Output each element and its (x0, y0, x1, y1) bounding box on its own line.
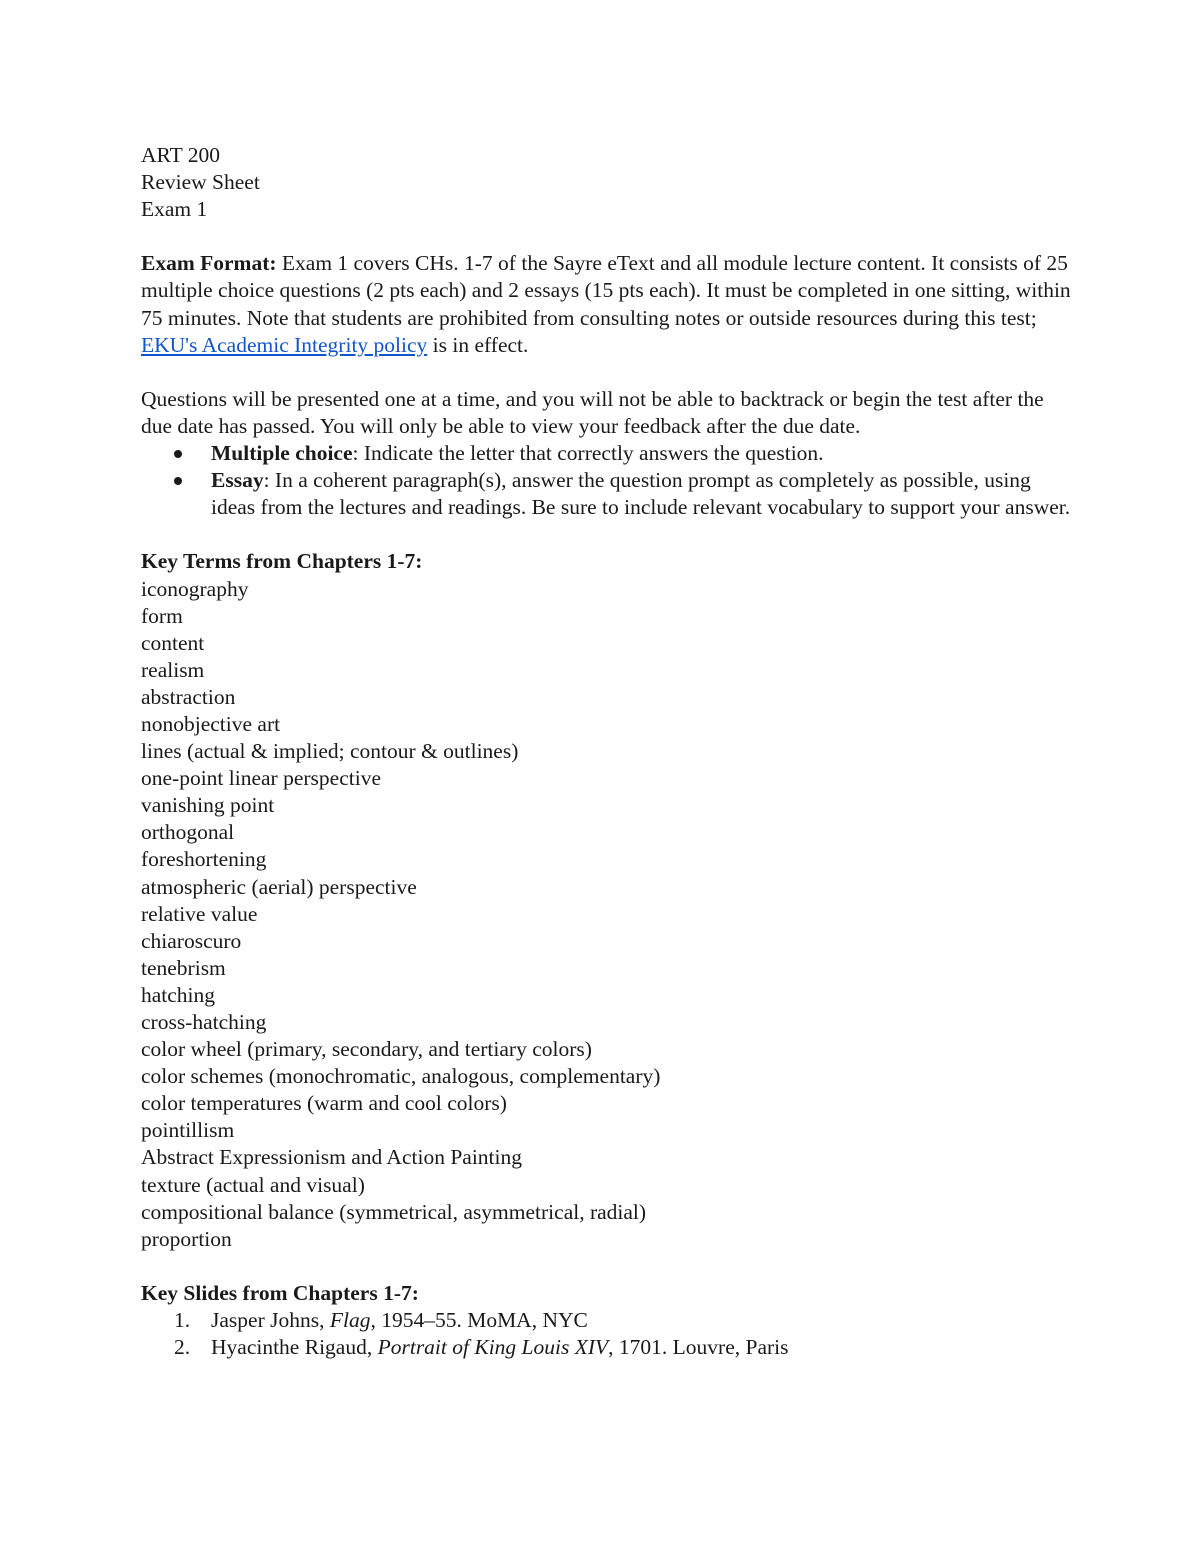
key-term-item: vanishing point (141, 793, 275, 818)
spacer (141, 359, 1071, 386)
exam-format-text: Exam 1 covers CHs. 1-7 of the Sayre eText and all module lecture content. It consists of 25 multiple choice questions (2 pts each) and 2 essays (15 pts each). It must be completed in one sitting, within 75 minutes. Note that students are prohibited from consulting notes or outside resources during this test; (141, 251, 1071, 330)
key-terms-list (141, 576, 1071, 1253)
key-term-item: lines (actual & implied; contour & outlines) (141, 739, 519, 764)
list-item-multiple-choice (141, 440, 1071, 467)
key-term-item: nonobjective art (141, 711, 281, 736)
key-term-item: relative value (141, 901, 258, 926)
key-term-item: atmospheric (aerial) perspective (141, 874, 417, 899)
slide-artist: Jasper Johns, (211, 1308, 330, 1333)
slide-title: Portrait of King Louis XIV (377, 1335, 609, 1360)
exam-format-label: Exam Format: (141, 251, 277, 276)
spacer (141, 223, 1071, 250)
course-code: ART 200 (141, 143, 220, 167)
key-terms-heading: Key Terms from Chapters 1-7: (141, 549, 423, 574)
key-term-item: orthogonal (141, 820, 235, 845)
key-term-item: hatching (141, 982, 216, 1007)
slide-number: 1. (174, 1308, 191, 1333)
key-term-item: one-point linear perspective (141, 766, 381, 791)
key-slides-list (141, 1307, 1071, 1361)
key-term-item: form (141, 603, 183, 628)
key-slides-heading: Key Slides from Chapters 1-7: (141, 1280, 419, 1305)
key-term-item: color wheel (primary, secondary, and tertiary colors) (141, 1037, 592, 1062)
slide-artist: Hyacinthe Rigaud, (211, 1335, 378, 1360)
slide-details: , 1701. Louvre, Paris (608, 1335, 789, 1360)
key-term-item: abstraction (141, 684, 236, 709)
slide-item (141, 1307, 1071, 1334)
slide-title: Flag (329, 1308, 371, 1333)
slide-item (141, 1334, 1071, 1361)
question-types-list (141, 440, 1071, 521)
key-term-item: tenebrism (141, 955, 226, 980)
bullet-icon (174, 450, 182, 458)
slide-details: , 1954–55. MoMA, NYC (370, 1308, 588, 1333)
key-term-item: iconography (141, 576, 249, 601)
document-page (141, 142, 1071, 1361)
exam-format-text-end: is in effect. (427, 332, 529, 357)
key-term-item: Abstract Expressionism and Action Painting (141, 1145, 522, 1170)
question-type-label: Essay (211, 468, 264, 493)
list-item-essay (141, 467, 1071, 521)
key-term-item: chiaroscuro (141, 928, 242, 953)
question-type-text: : In a coherent paragraph(s), answer the question prompt as completely as possible, using ideas from the lectures and readings. Be sure to include relevant vocabulary to support your answer. (211, 468, 1071, 520)
academic-integrity-link[interactable]: EKU's Academic Integrity policy (141, 332, 428, 357)
slide-number: 2. (174, 1335, 191, 1360)
key-term-item: compositional balance (symmetrical, asymmetrical, radial) (141, 1199, 647, 1224)
key-term-item: color temperatures (warm and cool colors) (141, 1091, 507, 1116)
key-term-item: content (141, 630, 205, 655)
key-term-item: proportion (141, 1226, 232, 1251)
exam-format-paragraph (141, 250, 1071, 358)
key-term-item: color schemes (monochromatic, analogous, complementary) (141, 1064, 661, 1089)
spacer (141, 521, 1071, 548)
key-term-item: foreshortening (141, 847, 267, 872)
key-term-item: realism (141, 657, 205, 682)
spacer (141, 1253, 1071, 1280)
key-term-item: texture (actual and visual) (141, 1172, 365, 1197)
bullet-icon (174, 477, 182, 485)
questions-info-paragraph: Questions will be presented one at a time, and you will not be able to backtrack or begin the test after the due date has passed. You will only be able to view your feedback after the due date. (141, 386, 1044, 438)
key-term-item: pointillism (141, 1118, 235, 1143)
exam-name: Exam 1 (141, 197, 208, 222)
question-type-text: : Indicate the letter that correctly answers the question. (352, 441, 824, 466)
key-term-item: cross-hatching (141, 1010, 267, 1034)
document-title: Review Sheet (141, 170, 260, 195)
question-type-label: Multiple choice (211, 441, 353, 466)
